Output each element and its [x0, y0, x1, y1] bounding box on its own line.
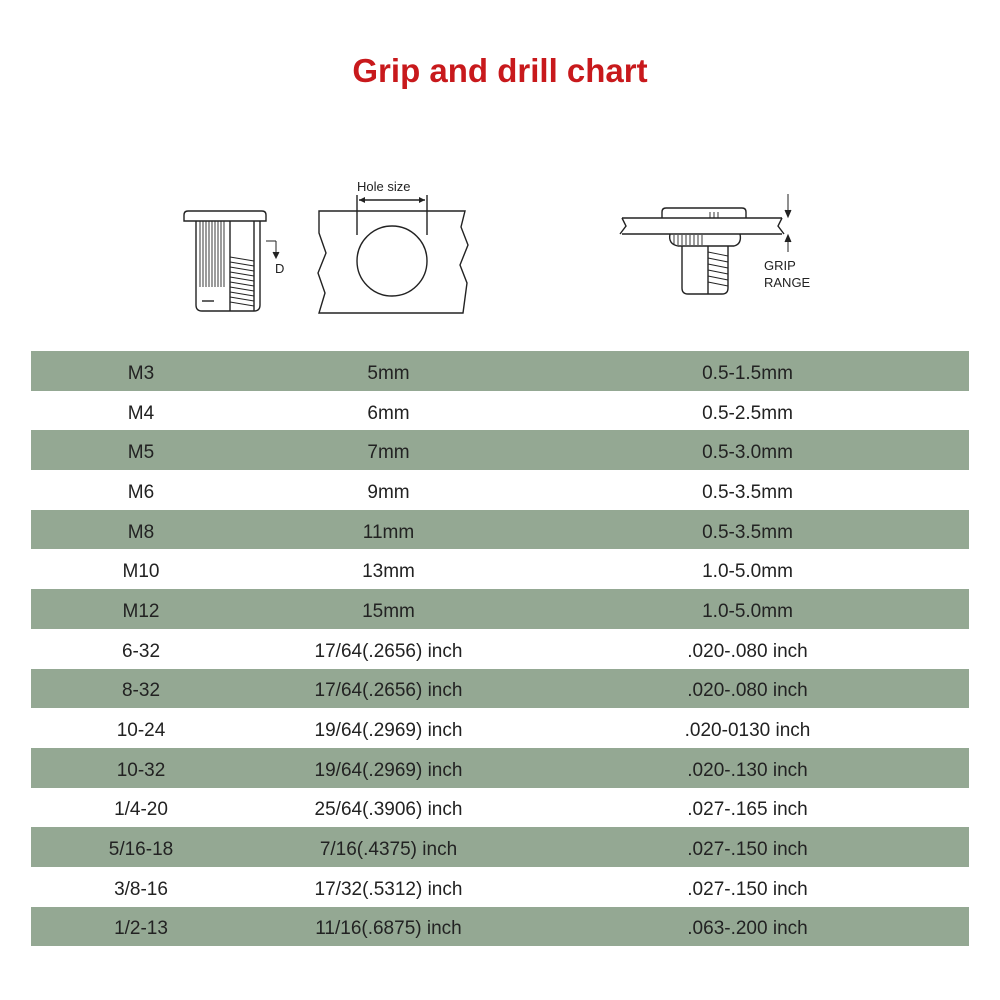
grip-label-line2: RANGE	[764, 275, 811, 290]
rivet-nut-diagram	[178, 205, 298, 320]
grip-cell: 0.5-1.5mm	[702, 362, 793, 384]
grip-cell: .020-.130 inch	[687, 759, 808, 781]
drill-cell: 19/64(.2969) inch	[314, 759, 463, 781]
hole-size-diagram	[315, 175, 475, 320]
table-row	[31, 510, 969, 550]
drill-cell: 6mm	[367, 402, 410, 424]
drill-cell: 5mm	[367, 362, 410, 384]
grip-cell: 0.5-2.5mm	[702, 402, 793, 424]
table-row	[31, 470, 969, 510]
table-row	[31, 391, 969, 431]
table-row	[31, 867, 969, 907]
grip-cell: 1.0-5.0mm	[702, 600, 793, 622]
size-cell: 3/8-16	[114, 878, 168, 900]
drill-cell: 9mm	[367, 481, 410, 503]
size-cell: 5/16-18	[108, 839, 174, 861]
drill-cell: 19/64(.2969) inch	[314, 720, 463, 742]
diameter-label: D	[275, 261, 285, 276]
drill-cell: 17/64(.2656) inch	[314, 680, 463, 702]
size-cell: M12	[122, 600, 160, 622]
table-row	[31, 669, 969, 709]
table-row	[31, 788, 969, 828]
table-row	[31, 589, 969, 629]
table-row	[31, 351, 969, 391]
grip-cell: .020-0130 inch	[684, 720, 811, 742]
drill-cell: 7mm	[367, 442, 410, 464]
table-row	[31, 708, 969, 748]
size-cell: M3	[127, 362, 155, 384]
grip-cell: 0.5-3.0mm	[702, 442, 793, 464]
grip-cell: .063-.200 inch	[687, 918, 808, 940]
size-cell: M4	[127, 402, 155, 424]
grip-cell: .020-.080 inch	[687, 640, 808, 662]
table-row	[31, 430, 969, 470]
size-cell: 1/4-20	[114, 799, 168, 821]
grip-cell: 0.5-3.5mm	[702, 481, 793, 503]
drill-cell: 25/64(.3906) inch	[314, 799, 463, 821]
hole-size-label: Hole size	[357, 179, 411, 194]
size-cell: 1/2-13	[114, 918, 168, 940]
drill-cell: 11mm	[362, 521, 415, 543]
table-row	[31, 827, 969, 867]
size-cell: M8	[127, 521, 155, 543]
size-cell: M5	[127, 442, 155, 464]
table-row	[31, 629, 969, 669]
size-cell: M10	[122, 561, 160, 583]
grip-cell: 1.0-5.0mm	[702, 561, 793, 583]
size-cell: 10-24	[116, 720, 166, 742]
grip-cell: 0.5-3.5mm	[702, 521, 793, 543]
grip-range-diagram	[612, 190, 832, 305]
table-row	[31, 549, 969, 589]
grip-cell: .020-.080 inch	[687, 680, 808, 702]
drill-cell: 13mm	[362, 561, 415, 583]
grip-label-line1: GRIP	[764, 258, 796, 273]
table-row	[31, 748, 969, 788]
grip-drill-table	[31, 351, 969, 946]
drill-cell: 17/32(.5312) inch	[314, 878, 463, 900]
grip-cell: .027-.150 inch	[687, 878, 808, 900]
grip-cell: .027-.165 inch	[687, 799, 808, 821]
size-cell: 10-32	[116, 759, 166, 781]
size-cell: M6	[127, 481, 155, 503]
grip-cell: .027-.150 inch	[687, 839, 808, 861]
size-cell: 8-32	[121, 680, 161, 702]
drill-cell: 17/64(.2656) inch	[314, 640, 463, 662]
page-title: Grip and drill chart	[352, 52, 648, 89]
drill-cell: 15mm	[362, 600, 415, 622]
drill-cell: 11/16(.6875) inch	[315, 918, 462, 940]
drill-cell: 7/16(.4375) inch	[319, 839, 458, 861]
table-row	[31, 907, 969, 947]
size-cell: 6-32	[121, 640, 161, 662]
